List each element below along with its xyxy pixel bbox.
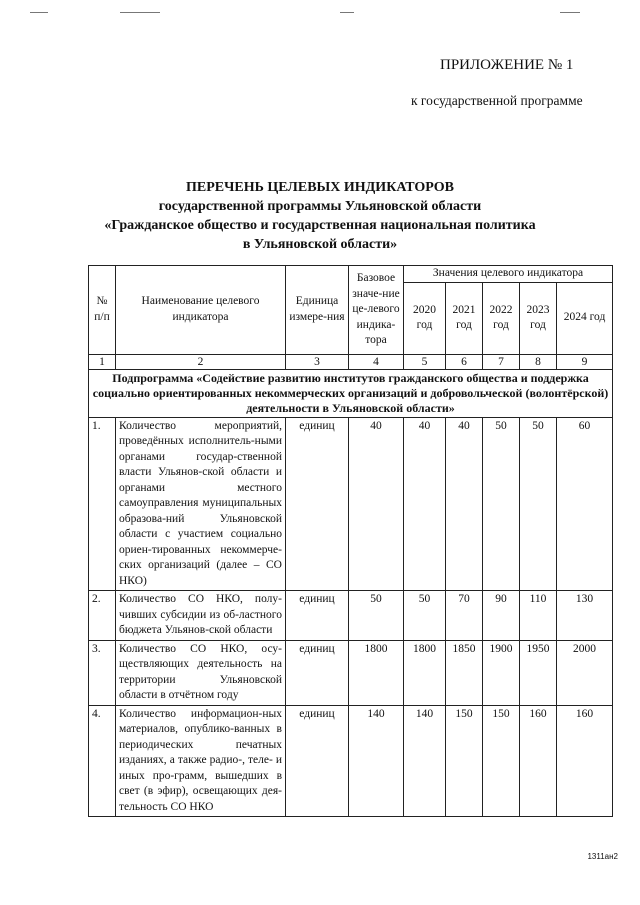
appendix-subtitle: к государственной программе: [411, 93, 583, 108]
row-num: 2.: [89, 591, 116, 641]
col-number: 7: [483, 354, 520, 369]
header-unit: Единица измере-ния: [286, 266, 349, 355]
row-value: 160: [520, 705, 557, 817]
header-base: Базовое значе-ние це-левого индика-тора: [349, 266, 404, 355]
row-value: 50: [483, 417, 520, 591]
row-value: 90: [483, 591, 520, 641]
title-line: ПЕРЕЧЕНЬ ЦЕЛЕВЫХ ИНДИКАТОРОВ: [186, 180, 454, 195]
title-line: государственной программы Ульяновской области: [158, 199, 482, 214]
col-number: 3: [286, 354, 349, 369]
row-num: 4.: [89, 705, 116, 817]
row-unit: единиц: [286, 591, 349, 641]
indicators-table: [88, 265, 613, 817]
appendix-label: ПРИЛОЖЕНИЕ № 1: [440, 57, 574, 73]
table-row: [89, 640, 613, 705]
row-num: 1.: [89, 417, 116, 591]
row-name: Количество мероприятий, проведённых исполнитель-ными органами государ-ственной власти Ульянов-ской области и органами местного самоуправления муниципальных образова-ний Ульяновской области с участием социально ориен-тированных некоммерче-ских организаций (далее – СО НКО): [116, 417, 286, 591]
row-value: 60: [557, 417, 613, 591]
col-number: 6: [446, 354, 483, 369]
row-base: 50: [349, 591, 404, 641]
header-year: 2022 год: [483, 282, 520, 354]
subprogram-title: Подпрограмма «Содействие развитию институтов гражданского общества и поддержка социально ориентированных некоммерческих организаций и добровольческой (волонтёрской) деятельности в Ульяновской области»: [89, 369, 613, 417]
row-value: 110: [520, 591, 557, 641]
col-number: 4: [349, 354, 404, 369]
row-value: 1950: [520, 640, 557, 705]
header-year: 2023 год: [520, 282, 557, 354]
row-value: 1850: [446, 640, 483, 705]
row-name: Количество информацион-ных материалов, опублико-ванных в периодических печатных изданиях, а также радио-, теле- и иных про-грамм, вышедших в свет (в эфир), освещающих дея-тельность СО НКО: [116, 705, 286, 817]
scan-artifact: [340, 12, 354, 13]
row-num: 3.: [89, 640, 116, 705]
row-base: 140: [349, 705, 404, 817]
row-value: 150: [483, 705, 520, 817]
header-year: 2024 год: [557, 282, 613, 354]
header-year: 2020 год: [404, 282, 446, 354]
header-num: № п/п: [89, 266, 116, 355]
row-value: 40: [404, 417, 446, 591]
row-value: 150: [446, 705, 483, 817]
row-value: 1900: [483, 640, 520, 705]
document-code: 1311ан2: [587, 852, 618, 861]
col-number: 9: [557, 354, 613, 369]
row-unit: единиц: [286, 640, 349, 705]
row-name: Количество СО НКО, осу-ществляющих деятельность на территории Ульяновской области в отчётном году: [116, 640, 286, 705]
row-value: 70: [446, 591, 483, 641]
row-value: 140: [404, 705, 446, 817]
title-line: «Гражданское общество и государственная национальная политика: [104, 218, 536, 233]
header-values-group: Значения целевого индикатора: [404, 266, 613, 283]
document-title: [0, 178, 640, 254]
row-value: 50: [404, 591, 446, 641]
col-number: 5: [404, 354, 446, 369]
table-row: [89, 591, 613, 641]
scan-artifact: [30, 12, 48, 13]
row-name: Количество СО НКО, полу-чивших субсидии из об-ластного бюджета Ульянов-ской области: [116, 591, 286, 641]
row-unit: единиц: [286, 705, 349, 817]
row-value: 50: [520, 417, 557, 591]
col-number: 2: [116, 354, 286, 369]
col-number: 8: [520, 354, 557, 369]
header-year: 2021 год: [446, 282, 483, 354]
row-value: 2000: [557, 640, 613, 705]
row-value: 1800: [404, 640, 446, 705]
table-row: [89, 417, 613, 591]
row-value: 160: [557, 705, 613, 817]
scan-artifact: [560, 12, 580, 13]
col-number: 1: [89, 354, 116, 369]
row-value: 130: [557, 591, 613, 641]
header-name: Наименование целевого индикатора: [116, 266, 286, 355]
row-value: 40: [446, 417, 483, 591]
row-base: 1800: [349, 640, 404, 705]
title-line: в Ульяновской области»: [242, 237, 398, 252]
row-base: 40: [349, 417, 404, 591]
table-row: [89, 705, 613, 817]
row-unit: единиц: [286, 417, 349, 591]
scan-artifact: [120, 12, 160, 13]
